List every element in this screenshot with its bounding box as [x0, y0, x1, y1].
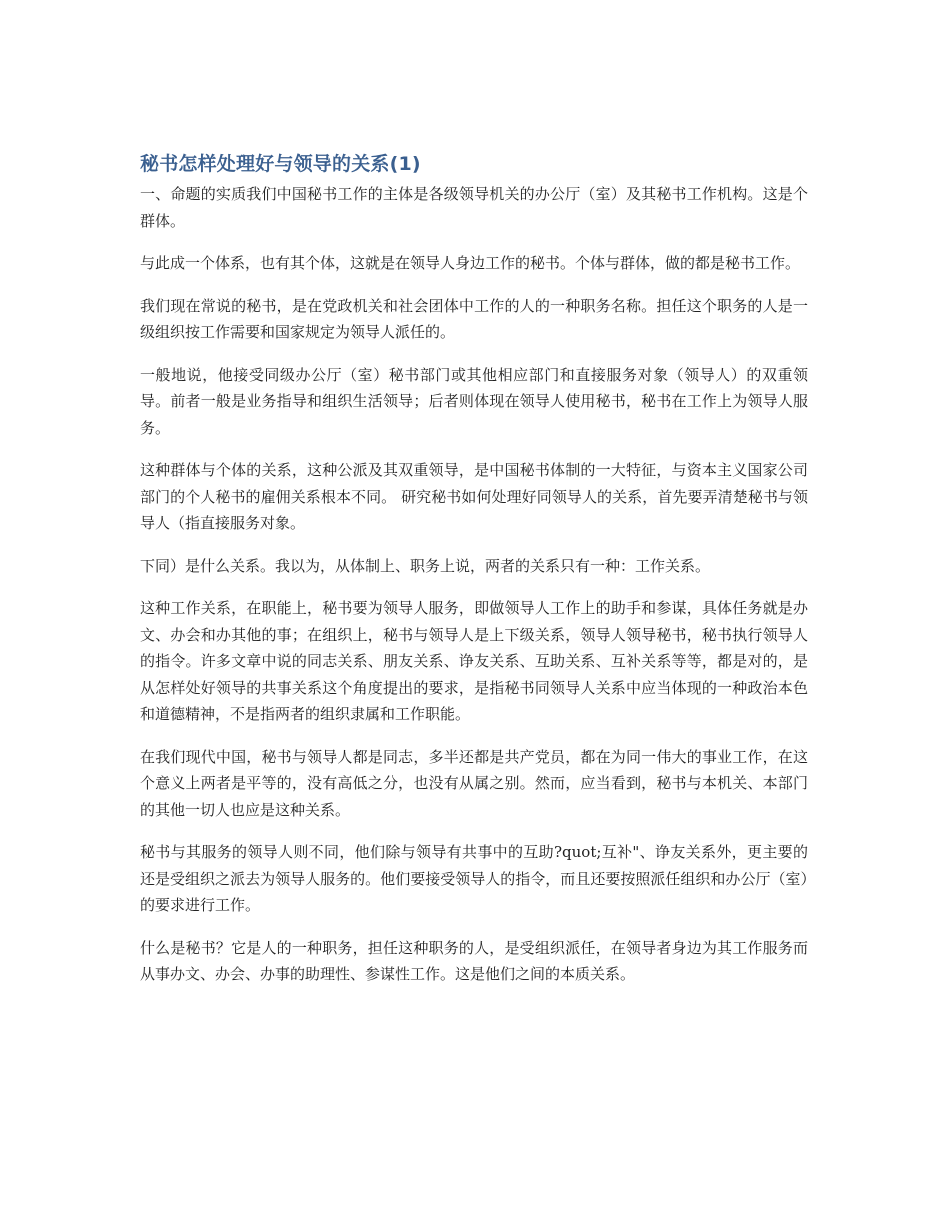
paragraph: 我们现在常说的秘书，是在党政机关和社会团体中工作的人的一种职务名称。担任这个职务的人是一级组织按工作需要和国家规定为领导人派任的。	[140, 296, 808, 341]
document-title: 秘书怎样处理好与领导的关系(1)	[140, 153, 421, 175]
paragraph: 一、命题的实质我们中国秘书工作的主体是各级领导机关的办公厅（室）及其秘书工作机构。这是个群体。	[140, 185, 808, 230]
paragraph: 一般地说，他接受同级办公厅（室）秘书部门或其他相应部门和直接服务对象（领导人）的双重领导。前者一般是业务指导和组织生活领导；后者则体现在领导人使用秘书，秘书在工作上为领导人服务。	[140, 365, 808, 437]
paragraph: 下同）是什么关系。我以为，从体制上、职务上说，两者的关系只有一种：工作关系。	[140, 556, 711, 575]
paragraph: 这种群体与个体的关系，这种公派及其双重领导，是中国秘书体制的一大特征，与资本主义国家公司部门的个人秘书的雇佣关系根本不同。 研究秘书如何处理好同领导人的关系，首先要弄清楚秘书与领导人（指直接服务对象。	[140, 461, 808, 532]
document-body	[140, 150, 808, 1004]
paragraph: 什么是秘书？它是人的一种职务，担任这种职务的人，是受组织派任，在领导者身边为其工作服务而从事办文、办会、办事的助理性、参谋性工作。这是他们之间的本质关系。	[140, 938, 808, 983]
paragraph: 这种工作关系，在职能上，秘书要为领导人服务，即做领导人工作上的助手和参谋，具体任务就是办文、办会和办其他的事；在组织上，秘书与领导人是上下级关系，领导人领导秘书，秘书执行领导人的指令。许多文章中说的同志关系、朋友关系、诤友关系、互助关系、互补关系等等，都是对的，是从怎样处好领导的共事关系这个角度提出的要求，是指秘书同领导人关系中应当体现的一种政治本色和道德精神，不是指两者的组织隶属和工作职能。	[140, 599, 808, 723]
paragraph: 秘书与其服务的领导人则不同，他们除与领导有共事中的互助?quot;互补"、诤友关系外，更主要的还是受组织之派去为领导人服务的。他们要接受领导人的指令，而且还要按照派任组织和办公厅（室）的要求进行工作。	[140, 843, 808, 914]
paragraph: 在我们现代中国，秘书与领导人都是同志，多半还都是共产党员，都在为同一伟大的事业工作，在这个意义上两者是平等的，没有高低之分，也没有从属之别。然而，应当看到，秘书与本机关、本部门的其他一切人也应是这种关系。	[140, 747, 808, 819]
paragraph: 与此成一个体系，也有其个体，这就是在领导人身边工作的秘书。个体与群体，做的都是秘书工作。	[140, 254, 801, 272]
